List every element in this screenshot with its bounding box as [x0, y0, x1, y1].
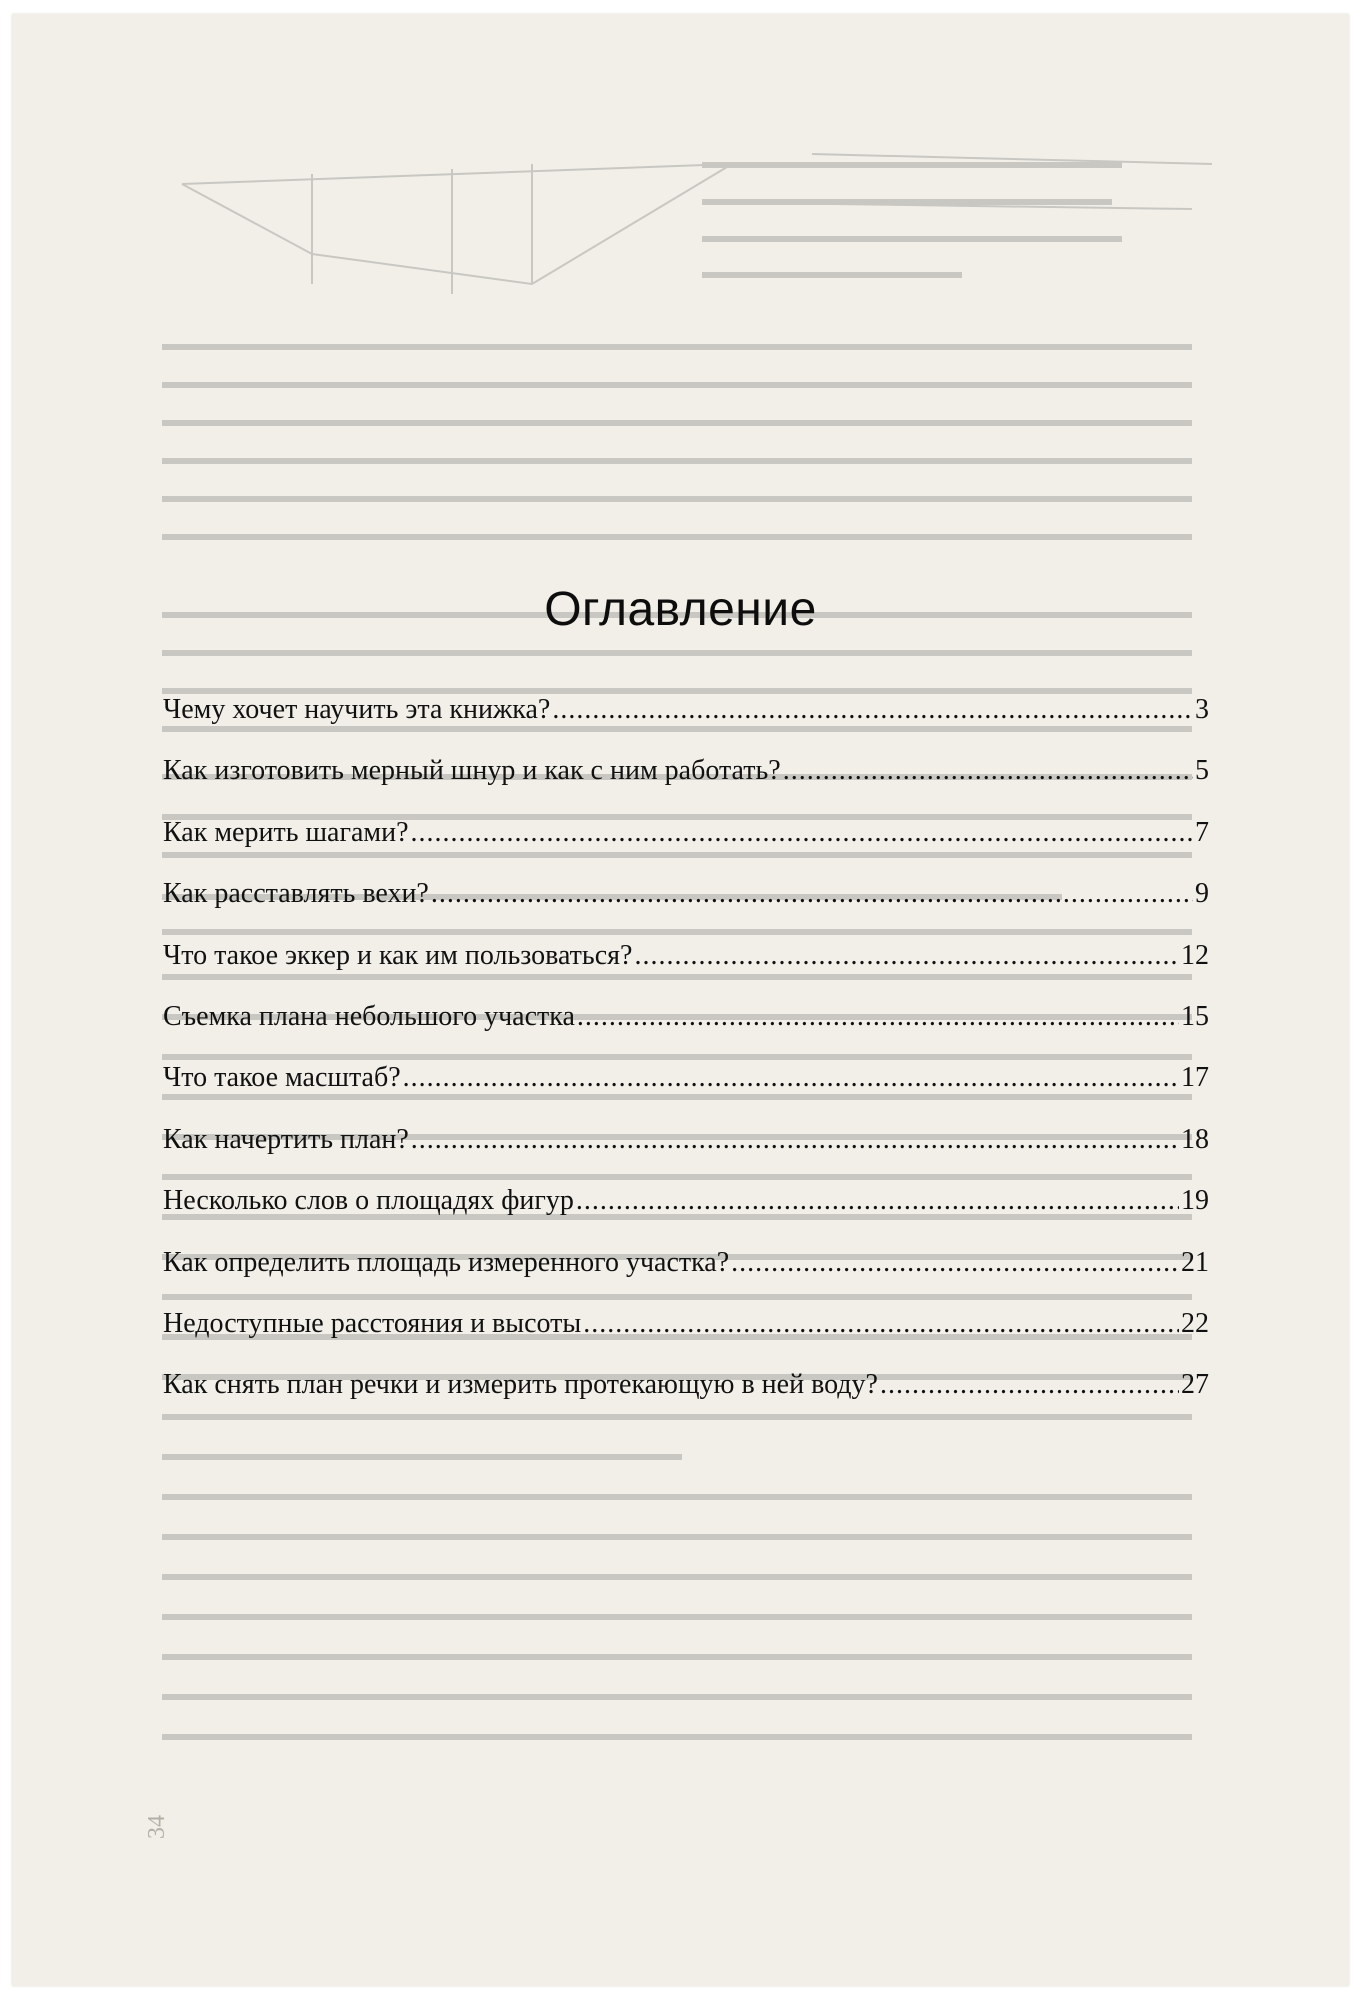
toc-entry — [163, 1062, 1209, 1123]
toc-entry-title: Несколько слов о площадях фигур — [163, 1185, 574, 1217]
toc-entry — [163, 694, 1209, 755]
toc-entry-title: Что такое эккер и как им пользоваться? — [163, 939, 633, 971]
toc-leader-dots — [634, 940, 1179, 972]
toc-entry-title: Как изготовить мерный шнур и как с ним работать? — [163, 755, 781, 787]
toc-leader-dots — [731, 1247, 1179, 1279]
toc-leader-dots — [576, 1185, 1179, 1217]
toc-entry — [163, 1124, 1209, 1185]
toc-entry-page: 19 — [1181, 1185, 1209, 1217]
toc-leader-dots — [403, 1062, 1179, 1094]
toc-heading: Оглавление — [544, 583, 817, 636]
toc-leader-dots — [411, 817, 1193, 849]
toc-leader-dots — [431, 878, 1193, 910]
toc-entry — [163, 878, 1209, 939]
toc-entry — [163, 817, 1209, 878]
toc-entry-page: 12 — [1181, 939, 1209, 971]
toc-leader-dots — [583, 1308, 1179, 1340]
toc-entry-title: Недоступные расстояния и высоты — [163, 1307, 582, 1339]
toc-entry-page: 15 — [1181, 1000, 1209, 1032]
toc-leader-dots — [552, 694, 1193, 726]
toc-entry-title: Как мерить шагами? — [163, 816, 409, 848]
toc-entry-page: 22 — [1181, 1307, 1209, 1339]
toc-leader-dots — [577, 1001, 1179, 1033]
toc-entry-page: 3 — [1195, 694, 1209, 725]
toc-entry — [163, 1001, 1209, 1062]
toc-leader-dots — [783, 755, 1193, 787]
toc-leader-dots — [880, 1369, 1179, 1401]
toc-entry-title: Как снять план речки и измерить протекающую в ней воду? — [163, 1369, 878, 1401]
toc-entry-page: 9 — [1195, 878, 1209, 910]
toc-entry — [163, 1247, 1209, 1308]
toc-entry — [163, 755, 1209, 816]
toc-entry-title: Как начертить план? — [163, 1123, 409, 1155]
toc-entry-title: Чему хочет научить эта книжка? — [163, 694, 551, 725]
toc-list — [163, 694, 1209, 1431]
toc-entry-page: 18 — [1181, 1123, 1209, 1155]
toc-entry — [163, 1369, 1209, 1430]
toc-entry-page: 21 — [1181, 1246, 1209, 1278]
toc-entry-page: 27 — [1181, 1369, 1209, 1401]
book-page — [12, 14, 1349, 1986]
page-number: 34 — [144, 1815, 170, 1839]
toc-entry — [163, 1308, 1209, 1369]
toc-entry-page: 17 — [1181, 1062, 1209, 1094]
toc-entry-page: 5 — [1195, 755, 1209, 787]
toc-leader-dots — [411, 1124, 1179, 1156]
toc-entry — [163, 940, 1209, 1001]
toc-entry-title: Как определить площадь измеренного участка? — [163, 1246, 730, 1278]
toc-entry-title: Съемка плана небольшого участка — [163, 1000, 575, 1032]
toc-entry-title: Как расставлять вехи? — [163, 878, 429, 910]
toc-entry — [163, 1185, 1209, 1246]
toc-entry-page: 7 — [1195, 816, 1209, 848]
toc-entry-title: Что такое масштаб? — [163, 1062, 401, 1094]
